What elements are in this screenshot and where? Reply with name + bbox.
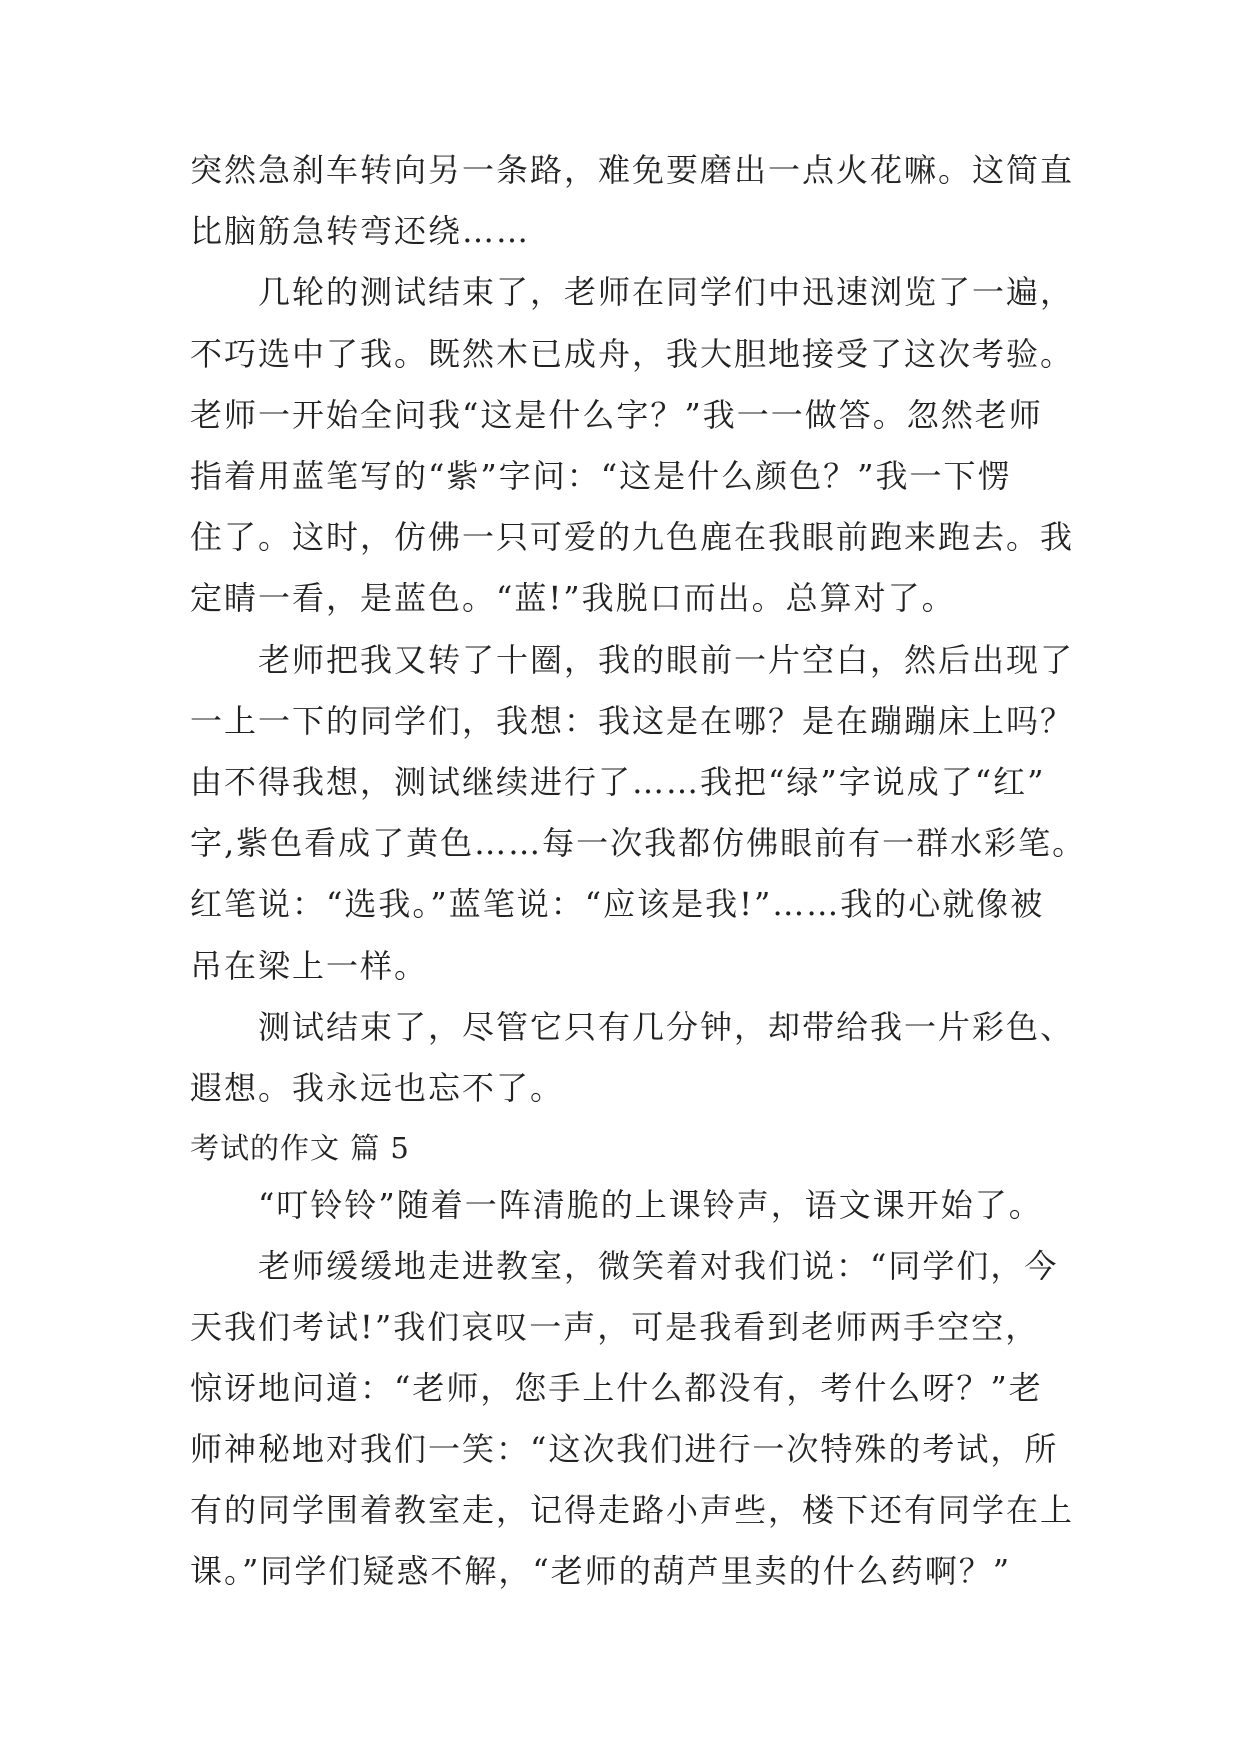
- text-line: 比脑筋急转弯还绕……: [190, 212, 531, 250]
- text-line: 红笔说：“选我。”蓝笔说：“应该是我!”……我的心就像被: [190, 885, 1045, 923]
- text-line: 有的同学围着教室走，记得走路小声些，楼下还有同学在上: [190, 1491, 1075, 1529]
- text-line: 由不得我想，测试继续进行了……我把“绿”字说成了“红”: [190, 763, 1046, 801]
- text-line: 指着用蓝笔写的“紫”字问：“这是什么颜色？”我一下愣: [190, 457, 1012, 495]
- section-heading: 考试的作文 篇 5: [190, 1131, 410, 1165]
- text-line: 老师缓缓地走进教室，微笑着对我们说：“同学们，今: [190, 1247, 1059, 1285]
- text-line: 测试结束了，尽管它只有几分钟，却带给我一片彩色、: [190, 1008, 1075, 1046]
- text-line: 天我们考试!”我们哀叹一声，可是我看到老师两手空空，: [190, 1308, 1040, 1346]
- text-line: “叮铃铃”随着一阵清脆的上课铃声，语文课开始了。: [190, 1186, 1043, 1224]
- text-line: 遐想。我永远也忘不了。: [190, 1069, 565, 1107]
- text-line: 师神秘地对我们一笑：“这次我们进行一次特殊的考试，所: [190, 1430, 1059, 1468]
- text-line: 吊在梁上一样。: [190, 947, 429, 985]
- text-line: 惊讶地问道：“老师，您手上什么都没有，考什么呀？”老: [190, 1369, 1043, 1407]
- text-line: 住了。这时，仿佛一只可爱的九色鹿在我眼前跑来跑去。我: [190, 518, 1075, 556]
- text-line: 一上一下的同学们，我想：我这是在哪？是在蹦蹦床上吗？: [190, 702, 1075, 740]
- text-line: 几轮的测试结束了，老师在同学们中迅速浏览了一遍，: [190, 273, 1075, 311]
- text-line: 老师一开始全问我“这是什么字？”我一一做答。忽然老师: [190, 396, 1043, 434]
- text-line: 定睛一看，是蓝色。“蓝!”我脱口而出。总算对了。: [190, 579, 956, 617]
- text-line: 不巧选中了我。既然木已成舟，我大胆地接受了这次考验。: [190, 335, 1075, 373]
- text-line: 课。”同学们疑惑不解，“老师的葫芦里卖的什么药啊？”: [190, 1552, 1012, 1590]
- text-line: 字,紫色看成了黄色……每一次我都仿佛眼前有一群水彩笔。: [190, 824, 1087, 862]
- text-line: 突然急刹车转向另一条路，难免要磨出一点火花嘛。这简直: [190, 151, 1075, 189]
- text-line: 老师把我又转了十圈，我的眼前一片空白，然后出现了: [190, 641, 1075, 679]
